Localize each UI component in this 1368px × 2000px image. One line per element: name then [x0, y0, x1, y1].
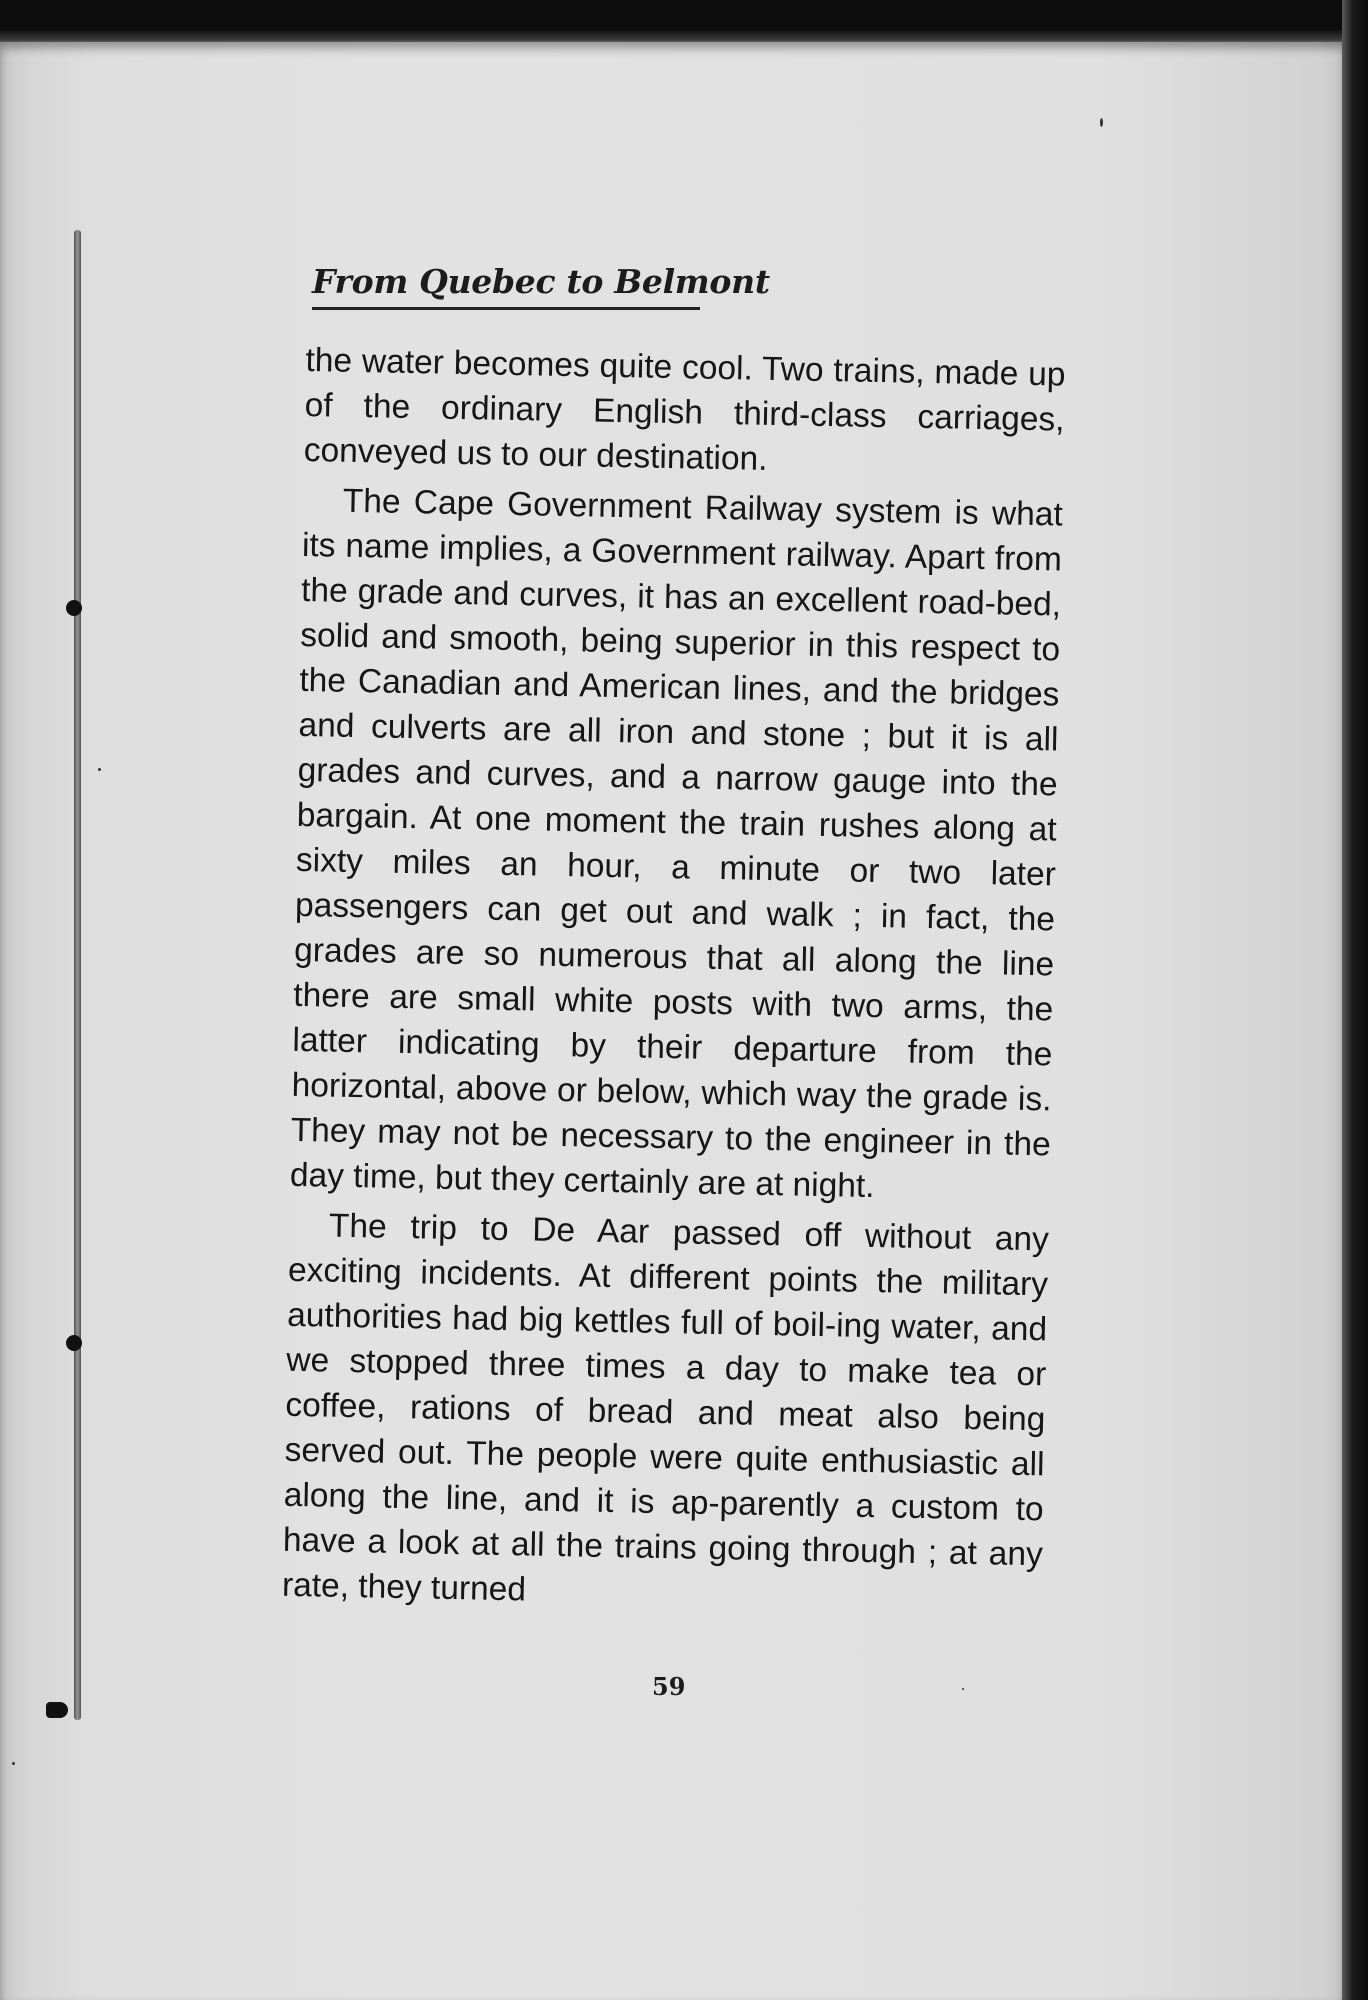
paragraph: the water becomes quite cool. Two trains, made up of the ordinary English third-class carriages, conveyed us to our destination.	[303, 341, 1066, 478]
binding-knot	[66, 1335, 82, 1351]
paper-speck	[98, 768, 101, 771]
header-rule	[312, 307, 700, 310]
running-header	[312, 262, 770, 310]
paragraph: The trip to De Aar passed off without any exciting incidents. At different points the military authorities had big kettles full of boil-ing water, and we stopped three times a day to make tea or coffee, rations of bread and meat also being served out. The people were quite enthusiastic all along the line, and it is ap-parently a custom to have a look at all the trains going through ; at any rate, they turned	[281, 1207, 1050, 1609]
paper-speck	[1100, 118, 1103, 127]
book-right-edge	[1342, 0, 1368, 2000]
binding-thread	[74, 230, 81, 1720]
body-text	[282, 338, 1066, 1627]
page-number: 59	[652, 1672, 686, 1701]
binding-knot	[66, 600, 82, 616]
paper-speck	[12, 1762, 15, 1765]
paper-speck	[962, 1688, 964, 1690]
paragraph: The Cape Government Railway system is what its name implies, a Government railway. Apart from the grade and curves, it has an excellent road-bed, solid and smooth, being superior in this respect to the Canadian and American lines, and the bridges and culverts are all iron and stone ; but it is all grades and curves, and a narrow gauge into the bargain. At one moment the train rushes along at sixty miles an hour, a minute or two later passengers can get out and walk ; in fact, the grades are so numerous that all along the line there are small white posts with two arms, the latter indicating by their departure from the horizontal, above or below, which way the grade is. They may not be necessary to the engineer in the day time, but they certainly are at night.	[289, 482, 1064, 1206]
running-title: From Quebec to Belmont	[312, 262, 770, 301]
binding-knot	[46, 1702, 68, 1718]
